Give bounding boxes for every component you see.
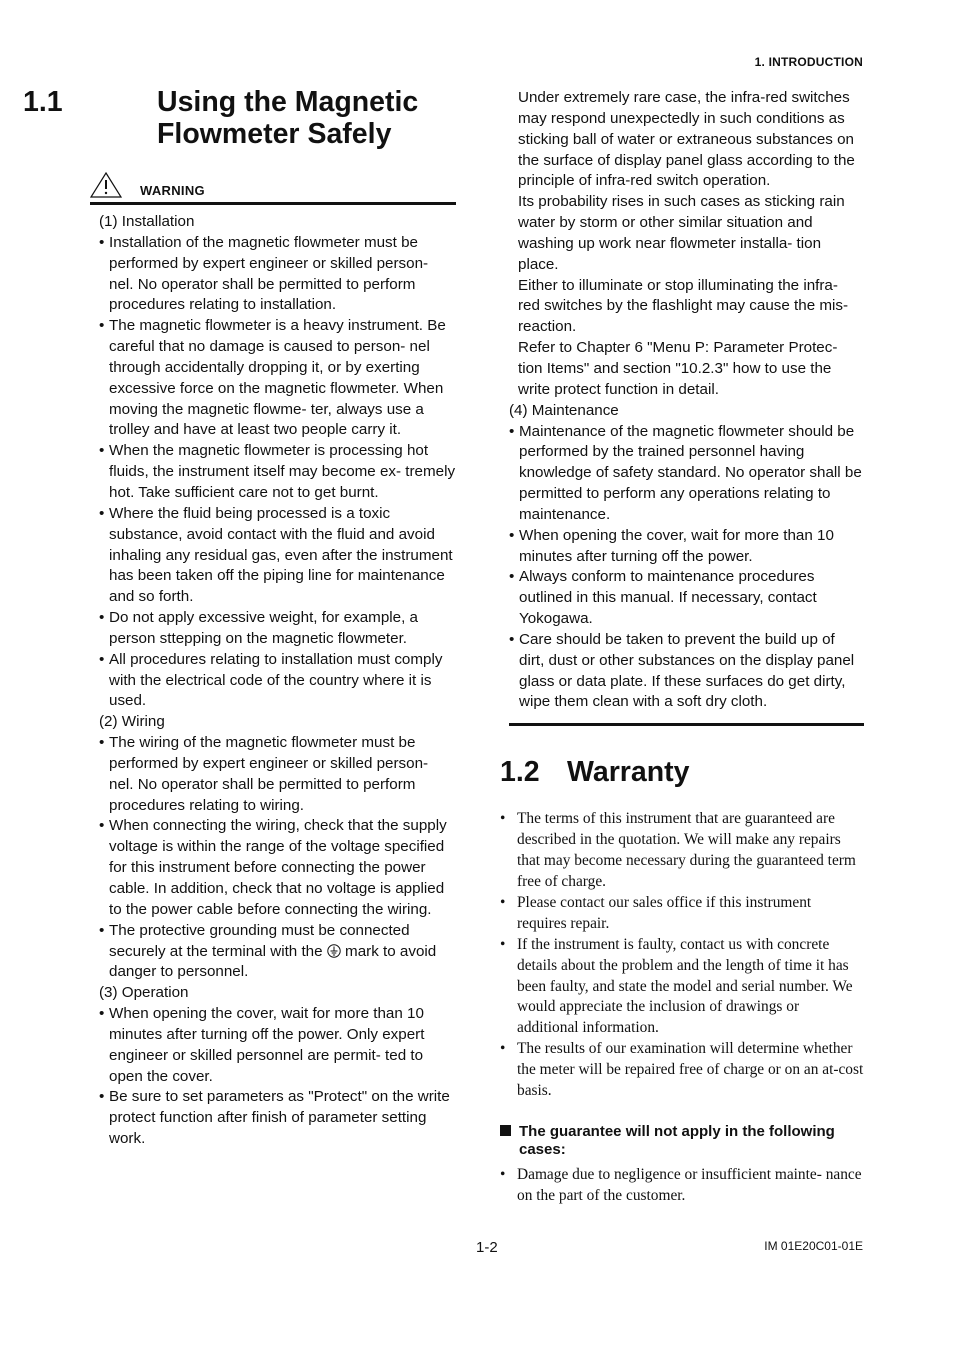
operation-heading: (3) Operation	[99, 984, 189, 1002]
section-title: Warranty	[567, 756, 690, 789]
section-number: 1.1	[23, 86, 63, 118]
list-item: • The wiring of the magnetic flowmeter must be performed by expert engineer or skilled person- nel. No operator shall be permitted to perform procedures relating to wiring.	[90, 733, 456, 816]
paragraph: Either to illuminate or stop illuminating the infra- red switches by the flashlight may cause the mis-reaction.	[518, 276, 849, 336]
list-item: • When connecting the wiring, check that the supply voltage is within the range of the voltage specified for this instrument before connecting the power cable. In addition, check that no voltage is applied to the power cable before connecting the wiring.	[90, 816, 456, 920]
left-column	[23, 86, 456, 1150]
notice-text: The guarantee will not apply in the following cases:	[519, 1123, 835, 1158]
installation-heading: (1) Installation	[99, 213, 195, 230]
list-item: • When opening the cover, wait for more than 10 minutes after turning off the power. Only expert engineer or skilled personnel are permit- ted to open the cover.	[90, 1004, 456, 1087]
maintenance-heading: (4) Maintenance	[509, 401, 619, 419]
grounding-text-before: The protective grounding must be connected securely at the terminal with the	[109, 921, 410, 960]
warning-end-rule	[509, 723, 864, 726]
paragraph: Under extremely rare case, the infra-red switches may respond unexpectedly in such conditions as sticking ball of water or extraneous substances on the surface of display panel glass according to the principle of infra-red switch operation.	[518, 89, 855, 190]
wiring-heading: (2) Wiring	[99, 713, 165, 731]
right-column	[500, 88, 864, 1207]
square-bullet-icon	[500, 1125, 511, 1136]
paragraph: Refer to Chapter 6 "Menu P: Parameter Protec- tion Items" and section "10.2.3" how to use the write protect function in detail.	[518, 339, 838, 398]
list-item-grounding	[90, 921, 456, 984]
list-item: • The magnetic flowmeter is a heavy instrument. Be careful that no damage is caused to person- nel through accidentally dropping it, or by exerting excessive force on the magnetic flowmeter. When moving the magnetic flowme- ter, always use a trolley and have at least two people carry it.	[90, 316, 456, 441]
section-title: Using the Magnetic Flowmeter Safely	[157, 86, 419, 150]
chapter-header: 1. INTRODUCTION	[754, 55, 863, 69]
list-item: • When the magnetic flowmeter is processing hot fluids, the instrument itself may become ex- tremely hot. Take sufficient care not to get burnt.	[90, 441, 456, 504]
grounding-text-after: mark to avoid danger to personnel.	[109, 942, 437, 981]
list-item: • All procedures relating to installation must comply with the electrical code of the country where it is used.	[90, 650, 456, 713]
section-1-2-heading	[500, 756, 864, 788]
list-item: • If the instrument is faulty, contact us with concrete details about the problem and the length of time it has been faulty, and state the model and serial number. We would appreciate the inclusion of drawings or additional information.	[500, 935, 864, 1040]
document-id: IM 01E20C01-01E	[764, 1239, 863, 1253]
warning-triangle-icon	[90, 172, 122, 198]
warning-header	[90, 172, 456, 205]
list-item: • Where the fluid being processed is a toxic substance, avoid contact with the fluid and avoid inhaling any residual gas, even after the instrument has been taken off the piping line for maintenance and so forth.	[90, 504, 456, 608]
list-item: • When opening the cover, wait for more than 10 minutes after turning off the power.	[500, 526, 864, 568]
list-item: • Do not apply excessive weight, for example, a person sttepping on the magnetic flowmeter.	[90, 608, 456, 650]
warning-body	[90, 212, 456, 1150]
section-1-1-heading	[23, 86, 456, 150]
exclusion-list	[500, 1165, 864, 1207]
list-item: • Always conform to maintenance procedures outlined in this manual. If necessary, contact Yokogawa.	[500, 567, 864, 630]
warning-label: WARNING	[140, 183, 205, 198]
list-item: • Please contact our sales office if this instrument requires repair.	[500, 893, 864, 935]
list-item: • The terms of this instrument that are guaranteed are described in the quotation. We will make any repairs that may become necessary during the guaranteed term free of charge.	[500, 809, 864, 893]
list-item: • The results of our examination will determine whether the meter will be repaired free of charge or on an at-cost basis.	[500, 1039, 864, 1102]
protective-ground-icon	[327, 944, 341, 958]
page-number: 1-2	[476, 1239, 498, 1256]
section-number: 1.2	[500, 756, 540, 789]
guarantee-exclusion-heading	[500, 1123, 864, 1158]
list-item: • Damage due to negligence or insufficient mainte- nance on the part of the customer.	[500, 1165, 864, 1207]
warranty-list	[500, 809, 864, 1102]
paragraph: Its probability rises in such cases as sticking rain water by storm or other similar situation and washing up work near flowmeter installa- tion place.	[518, 193, 845, 273]
list-item: • Be sure to set parameters as "Protect" on the write protect function after finish of parameter setting work.	[90, 1087, 456, 1150]
list-item: • Installation of the magnetic flowmeter must be performed by expert engineer or skilled person- nel. No operator shall be permitted to perform procedures relating to installation.	[90, 233, 456, 316]
list-item: • Maintenance of the magnetic flowmeter should be performed by the trained personnel having knowledge of safety standard. No operator shall be permitted to perform any operations relating to maintenance.	[500, 422, 864, 526]
list-item: • Care should be taken to prevent the build up of dirt, dust or other substances on the display panel glass or data plate. If these surfaces do get dirty, wipe them clean with a soft dry cloth.	[500, 630, 864, 713]
